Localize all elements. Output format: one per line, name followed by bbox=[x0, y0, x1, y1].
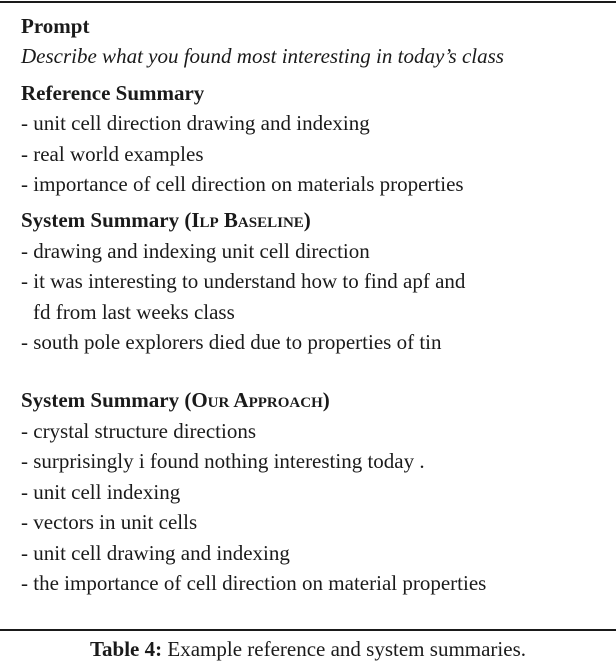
ours-item: - vectors in unit cells bbox=[21, 510, 198, 535]
ilp-system-name: Ilp Baseline bbox=[191, 208, 304, 233]
prompt-heading: Prompt bbox=[21, 14, 90, 38]
ours-item: - unit cell drawing and indexing bbox=[21, 540, 290, 565]
summary-table bbox=[21, 11, 613, 598]
ours-heading-suffix: ) bbox=[322, 388, 330, 413]
table-bottom-rule bbox=[0, 629, 616, 631]
ours-heading-prefix: System Summary ( bbox=[21, 388, 192, 413]
reference-heading: Reference Summary bbox=[21, 80, 205, 105]
prompt-text: Describe what you found most interesting in today’s class bbox=[21, 44, 504, 69]
reference-item: - unit cell direction drawing and indexing bbox=[21, 111, 370, 136]
table-top-rule bbox=[0, 1, 616, 3]
ilp-heading bbox=[21, 205, 613, 235]
ilp-item: - south pole explorers died due to properties of tin bbox=[21, 330, 442, 355]
table-caption bbox=[0, 635, 616, 663]
reference-item: - importance of cell direction on materials properties bbox=[21, 172, 464, 197]
ilp-item-continuation: fd from last weeks class bbox=[33, 299, 235, 324]
ours-item: - unit cell indexing bbox=[21, 479, 181, 504]
ilp-item: - it was interesting to understand how to find apf and bbox=[21, 269, 466, 294]
ours-item: - surprisingly i found nothing interesting today . bbox=[21, 449, 425, 474]
ours-item: - crystal structure directions bbox=[21, 418, 256, 443]
caption-label: Table 4: bbox=[89, 637, 163, 661]
ours-item: - the importance of cell direction on material properties bbox=[21, 570, 487, 595]
ilp-heading-prefix: System Summary ( bbox=[21, 208, 192, 233]
ilp-heading-suffix: ) bbox=[303, 208, 311, 233]
ilp-item: - drawing and indexing unit cell direction bbox=[21, 238, 370, 263]
caption-text: Example reference and system summaries. bbox=[162, 637, 527, 661]
ours-heading bbox=[21, 385, 613, 415]
reference-item: - real world examples bbox=[21, 141, 204, 166]
ours-system-name: Our Approach bbox=[191, 388, 323, 413]
